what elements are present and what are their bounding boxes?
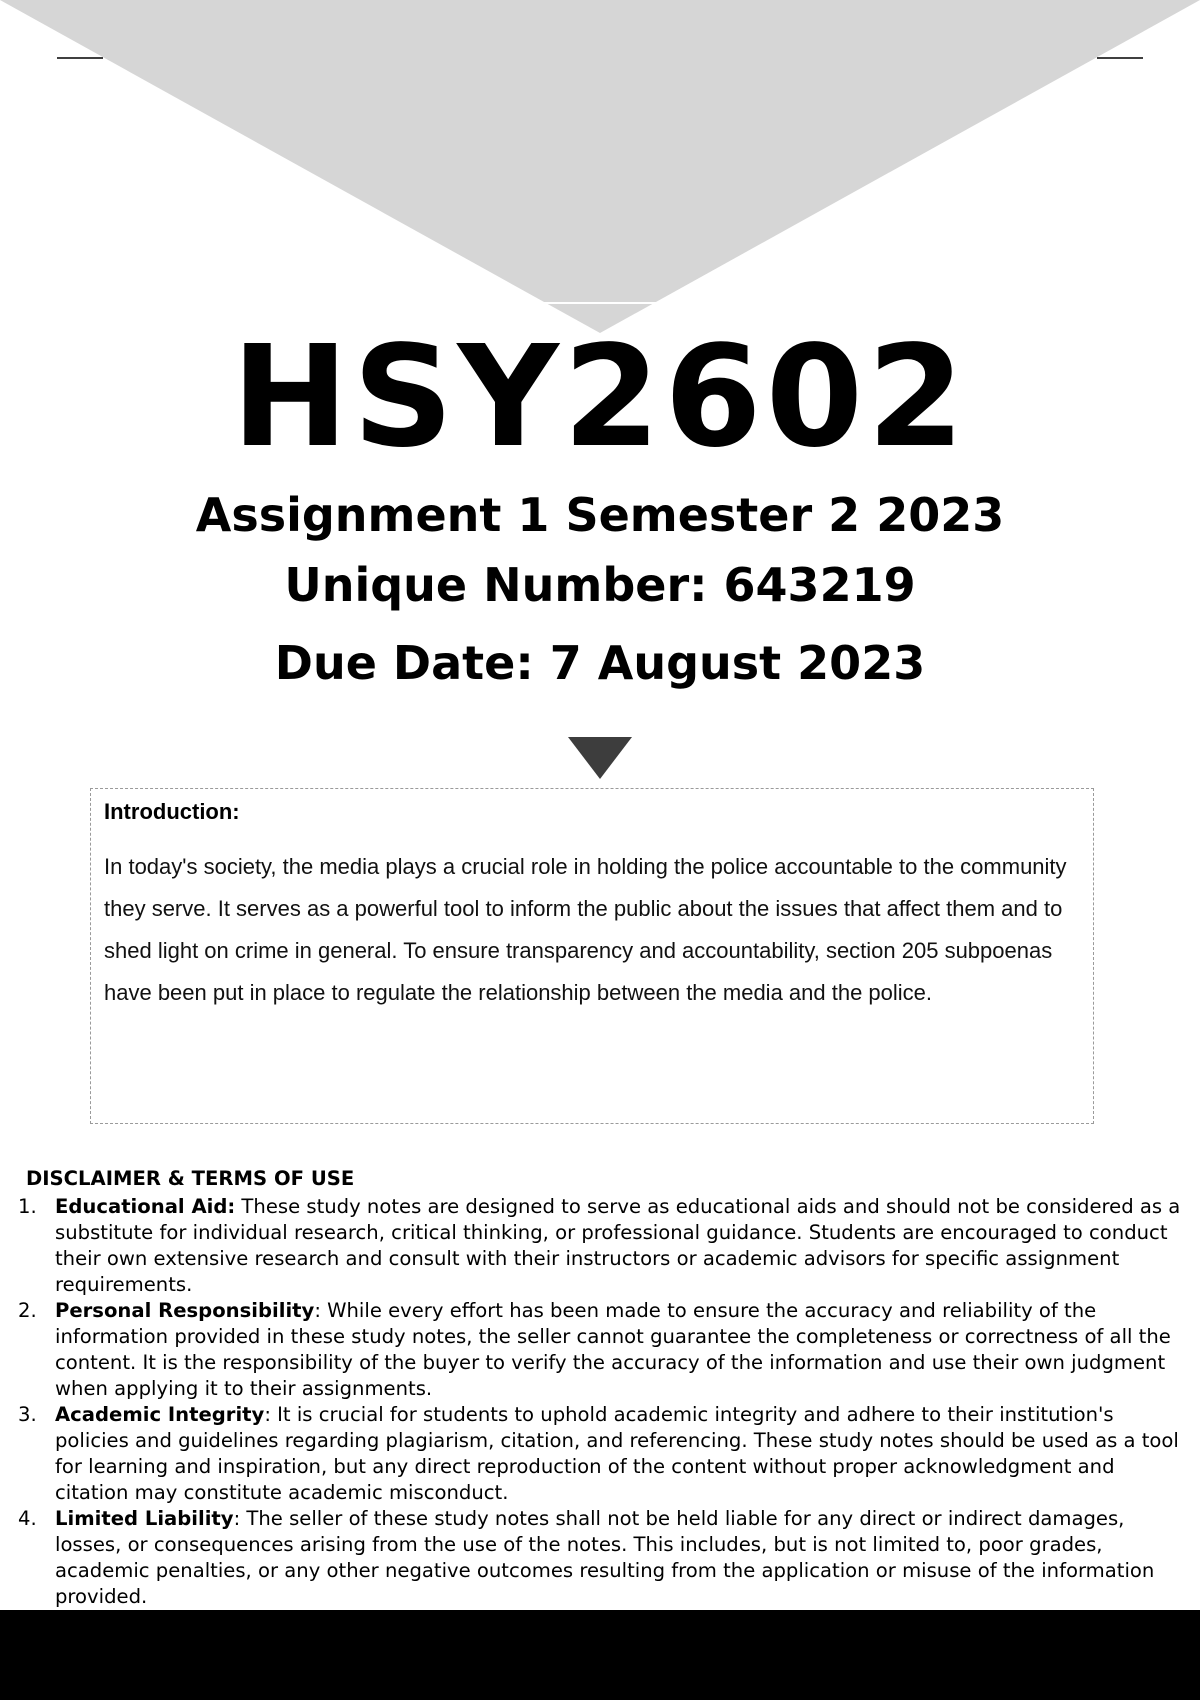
item-number: 1. [18,1195,37,1218]
introduction-box [90,788,1094,1124]
footer-black-bar [0,1610,1200,1700]
item-term: Limited Liability [55,1507,234,1530]
item-number: 2. [18,1299,37,1322]
item-number: 3. [18,1403,37,1426]
top-chevron-decoration [0,0,1200,340]
triangle-down-icon [568,737,632,779]
due-date: Due Date: 7 August 2023 [274,636,926,690]
disclaimer-item [18,1298,1190,1402]
disclaimer-list [18,1194,1190,1610]
item-number: 4. [18,1507,37,1530]
introduction-text: In today's society, the media plays a crucial role in holding the police accountable to the community they serve. It serves as a powerful tool to inform the public about the issues that affect them and to shed light on crime in general. To ensure transparency and accountability, section 205 subpoenas have been put in place to regulate the relationship between the media and the police. [104,854,1067,1005]
item-term: Personal Responsibility [55,1299,315,1322]
disclaimer-section [18,1164,1190,1610]
disclaimer-item [18,1194,1190,1298]
item-text: : While every effort has been made to ensure the accuracy and reliability of the information provided in these study notes, the seller cannot guarantee the completeness or correctness of all the content. It is the responsibility of the buyer to verify the accuracy of the information and use their own judgment when applying it to their assignments. [55,1299,1171,1400]
disclaimer-item [18,1506,1190,1610]
unique-number: Unique Number: 643219 [284,558,916,612]
item-term: Educational Aid: [55,1195,236,1218]
course-code-title: HSY2602 [231,316,969,479]
assignment-subtitle: Assignment 1 Semester 2 2023 [195,488,1005,542]
disclaimer-item [18,1402,1190,1506]
item-text: : The seller of these study notes shall not be held liable for any direct or indirect damages, losses, or consequences arising from the use of the notes. This includes, but is not limited to, poor grades, academic penalties, or any other negative outcomes resulting from the application or misuse of the information provided. [55,1507,1155,1608]
item-term: Academic Integrity [55,1403,265,1426]
gray-v-shape [0,0,1200,333]
item-text: : It is crucial for students to uphold academic integrity and adhere to their institution's policies and guidelines regarding plagiarism, citation, and referencing. These study notes should be used as a tool for learning and inspiration, but any direct reproduction of the content without proper acknowledgment and citation may constitute academic misconduct. [55,1403,1179,1504]
item-text: These study notes are designed to serve as educational aids and should not be considered as a substitute for individual research, critical thinking, or professional guidance. Students are encouraged to conduct their own extensive research and consult with their instructors or academic advisors for specific assignment requirements. [55,1195,1181,1296]
introduction-heading: Introduction: [104,799,240,824]
disclaimer-title: DISCLAIMER & TERMS OF USE [26,1167,355,1190]
